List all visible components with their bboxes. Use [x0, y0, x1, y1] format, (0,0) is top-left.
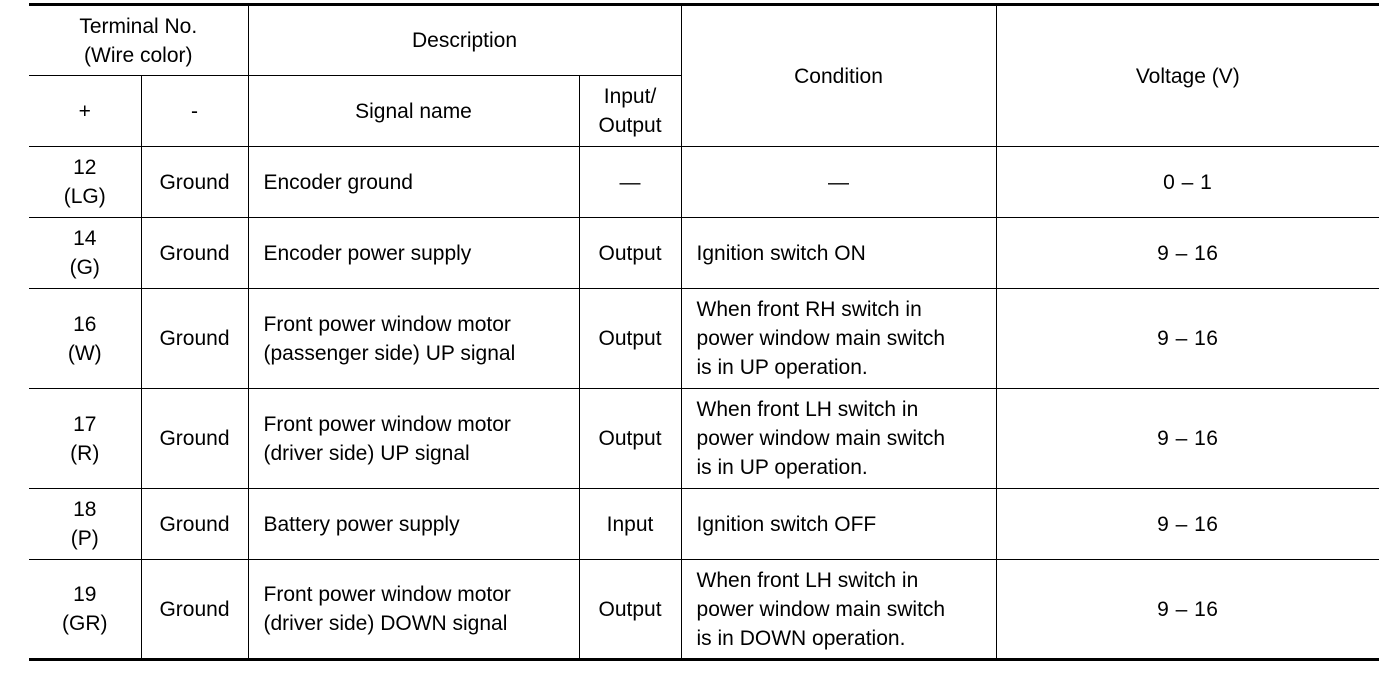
- header-description: Description: [248, 5, 681, 76]
- terminal-cell: [29, 218, 141, 289]
- condition-line: When front LH switch in: [696, 568, 919, 592]
- condition-cell: [681, 489, 996, 560]
- signal-cell: [248, 218, 579, 289]
- wire-color: (GR): [62, 612, 108, 635]
- io-cell: Input: [579, 489, 681, 560]
- condition-line: power window main switch: [696, 427, 946, 450]
- table-row: [29, 218, 1379, 289]
- terminal-number: 14: [73, 227, 97, 250]
- signal-line: Front power window motor: [263, 312, 511, 336]
- condition-line: is in UP operation.: [696, 456, 868, 479]
- signal-line: Front power window motor: [263, 583, 511, 606]
- minus-cell: Ground: [141, 147, 248, 218]
- table-row: [29, 289, 1379, 389]
- terminal-number: 16: [73, 312, 97, 336]
- table-row: [29, 147, 1379, 218]
- io-cell: Output: [579, 218, 681, 289]
- voltage-cell: 9 – 16: [996, 489, 1379, 560]
- voltage-cell: 9 – 16: [996, 218, 1379, 289]
- header-condition: Condition: [681, 5, 996, 147]
- header-terminal-no: [29, 5, 248, 76]
- condition-line: is in DOWN operation.: [696, 626, 906, 650]
- wire-color: (LG): [63, 185, 106, 208]
- header-minus: -: [141, 76, 248, 147]
- wire-color: (P): [70, 527, 99, 550]
- condition-cell: [681, 560, 996, 660]
- signal-cell: [248, 389, 579, 489]
- signal-cell: [248, 560, 579, 660]
- io-cell: —: [579, 147, 681, 218]
- terminal-number: 17: [73, 412, 97, 436]
- io-cell: Output: [579, 560, 681, 660]
- voltage-cell: 0 – 1: [996, 147, 1379, 218]
- condition-cell: [681, 218, 996, 289]
- condition-line: Ignition switch ON: [696, 241, 866, 265]
- table-row: [29, 560, 1379, 660]
- table-row: [29, 389, 1379, 489]
- minus-cell: Ground: [141, 389, 248, 489]
- signal-line: (driver side) DOWN signal: [263, 612, 508, 635]
- wire-color: (R): [70, 441, 100, 465]
- minus-cell: Ground: [141, 218, 248, 289]
- terminal-cell: [29, 147, 141, 218]
- condition-line: Ignition switch OFF: [696, 512, 877, 536]
- header-io-line1: Input/: [603, 85, 657, 108]
- condition-cell: [681, 389, 996, 489]
- minus-cell: Ground: [141, 489, 248, 560]
- terminal-cell: [29, 489, 141, 560]
- wire-color: (G): [69, 256, 100, 279]
- signal-line: Battery power supply: [263, 512, 460, 536]
- terminal-cell: [29, 289, 141, 389]
- terminal-cell: [29, 389, 141, 489]
- signal-line: (driver side) UP signal: [263, 441, 470, 465]
- voltage-cell: 9 – 16: [996, 289, 1379, 389]
- terminal-number: 18: [73, 498, 97, 521]
- condition-line: When front LH switch in: [696, 398, 919, 421]
- io-cell: Output: [579, 389, 681, 489]
- voltage-cell: 9 – 16: [996, 560, 1379, 660]
- condition-line: is in UP operation.: [696, 356, 868, 379]
- signal-line: Encoder ground: [263, 170, 413, 194]
- header-signal-name: Signal name: [248, 76, 579, 147]
- voltage-cell: 9 – 16: [996, 389, 1379, 489]
- condition-line: power window main switch: [696, 597, 946, 621]
- condition-line: When front RH switch in: [696, 298, 922, 321]
- condition-line: power window main switch: [696, 327, 946, 350]
- terminal-number: 19: [73, 583, 97, 606]
- signal-cell: [248, 489, 579, 560]
- signal-line: Front power window motor: [263, 412, 511, 436]
- minus-cell: Ground: [141, 289, 248, 389]
- signal-line: (passenger side) UP signal: [263, 341, 516, 365]
- terminal-cell: [29, 560, 141, 660]
- condition-line: —: [828, 170, 850, 194]
- header-io-line2: Output: [598, 114, 662, 137]
- signal-line: Encoder power supply: [263, 241, 472, 265]
- terminal-spec-table: [29, 3, 1379, 661]
- terminal-number: 12: [73, 156, 97, 179]
- header-plus: +: [29, 76, 141, 147]
- header-terminal-line1: Terminal No.: [79, 14, 198, 38]
- condition-cell: [681, 289, 996, 389]
- io-cell: Output: [579, 289, 681, 389]
- header-input-output: [579, 76, 681, 147]
- minus-cell: Ground: [141, 560, 248, 660]
- header-terminal-line2: (Wire color): [84, 43, 193, 67]
- signal-cell: [248, 289, 579, 389]
- wire-color: (W): [67, 341, 102, 365]
- condition-cell: [681, 147, 996, 218]
- header-voltage: Voltage (V): [996, 5, 1379, 147]
- table-row: [29, 489, 1379, 560]
- signal-cell: [248, 147, 579, 218]
